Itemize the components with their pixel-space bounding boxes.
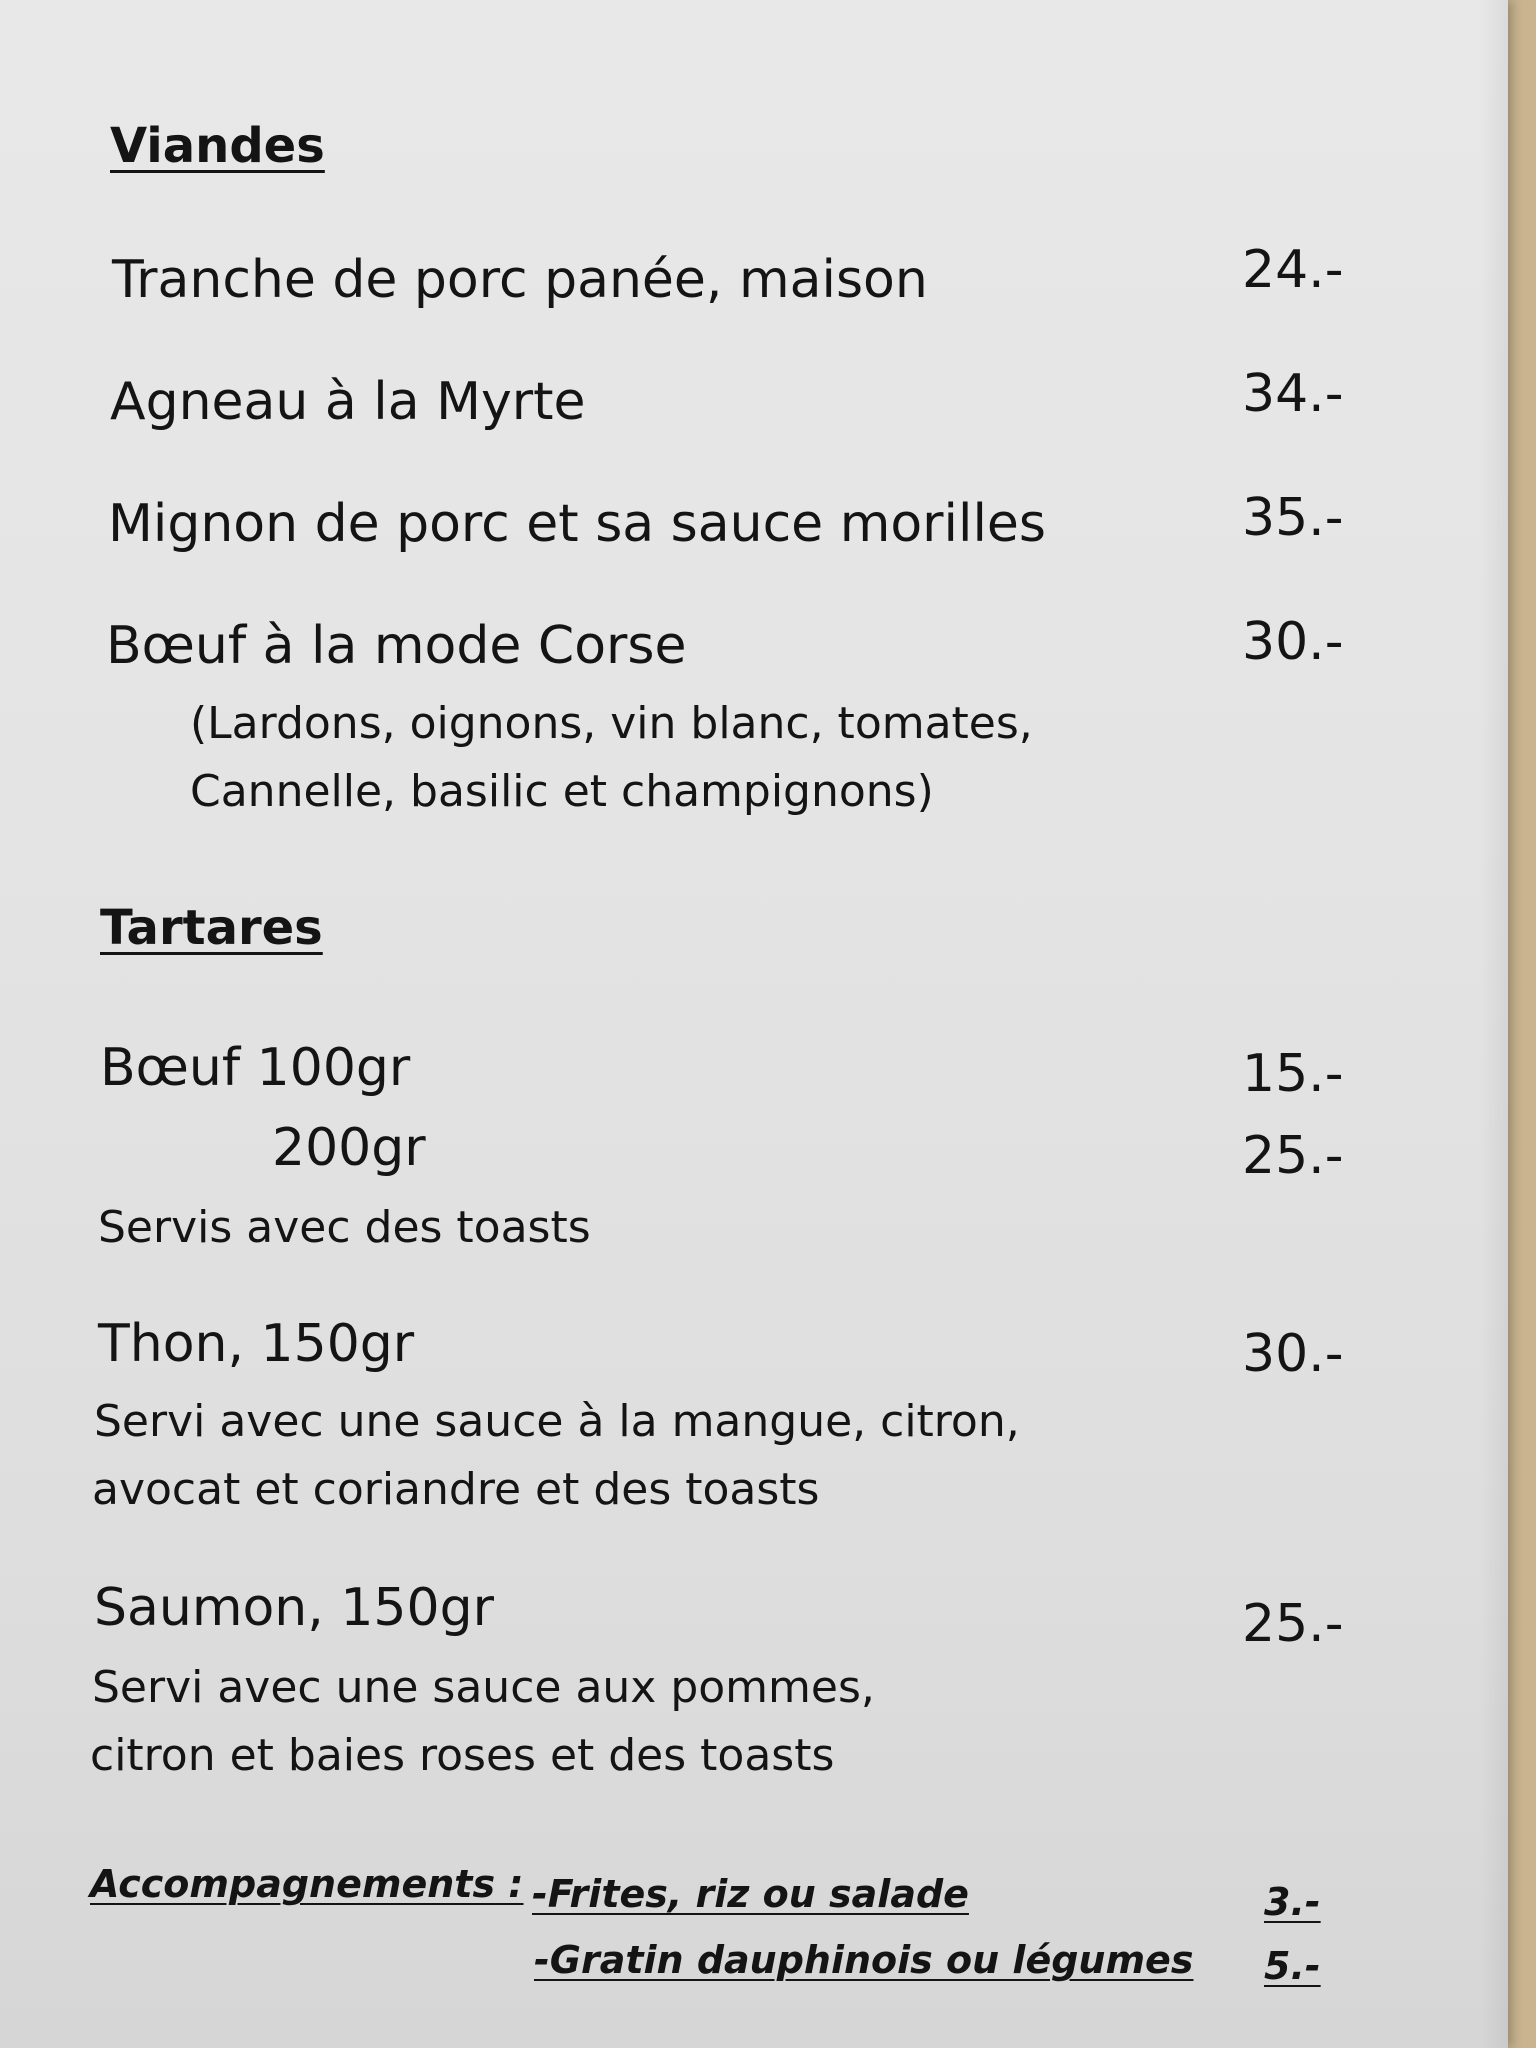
- accompagnement-price: 5.-: [1264, 1944, 1321, 1988]
- accompagnements-label: Accompagnements :: [90, 1862, 524, 1906]
- dish-description: Cannelle, basilic et champignons): [190, 766, 934, 817]
- dish-price: 34.-: [1242, 364, 1344, 424]
- dish-price: 15.-: [1242, 1044, 1344, 1104]
- dish-name: Thon, 150gr: [98, 1314, 415, 1374]
- dish-price: 35.-: [1242, 488, 1344, 548]
- dish-name: Bœuf 100gr: [100, 1038, 411, 1098]
- accompagnement-line: -Gratin dauphinois ou légumes: [534, 1938, 1194, 1982]
- dish-price: 25.-: [1242, 1594, 1344, 1654]
- dish-name: Saumon, 150gr: [94, 1578, 494, 1638]
- dish-price: 30.-: [1242, 1324, 1344, 1384]
- dish-description: Servis avec des toasts: [98, 1202, 591, 1253]
- accompagnement-line: -Frites, riz ou salade: [532, 1872, 969, 1916]
- dish-size: 200gr: [272, 1118, 426, 1178]
- dish-name: Agneau à la Myrte: [110, 372, 586, 432]
- dish-name: Mignon de porc et sa sauce morilles: [108, 494, 1046, 554]
- dish-description: Servi avec une sauce à la mangue, citron,: [94, 1396, 1020, 1447]
- dish-description: avocat et coriandre et des toasts: [92, 1464, 820, 1515]
- dish-description: (Lardons, oignons, vin blanc, tomates,: [190, 698, 1033, 749]
- dish-price: 30.-: [1242, 612, 1344, 672]
- section-title-tartares: Tartares: [100, 900, 323, 956]
- dish-name: Tranche de porc panée, maison: [112, 250, 928, 310]
- section-title-viandes: Viandes: [110, 118, 325, 174]
- paper-edge: [1480, 0, 1508, 2048]
- dish-name: Bœuf à la mode Corse: [106, 616, 687, 676]
- dish-price: 25.-: [1242, 1126, 1344, 1186]
- accompagnement-price: 3.-: [1264, 1880, 1321, 1924]
- dish-description: Servi avec une sauce aux pommes,: [92, 1662, 875, 1713]
- dish-description: citron et baies roses et des toasts: [90, 1730, 835, 1781]
- dish-price: 24.-: [1242, 240, 1344, 300]
